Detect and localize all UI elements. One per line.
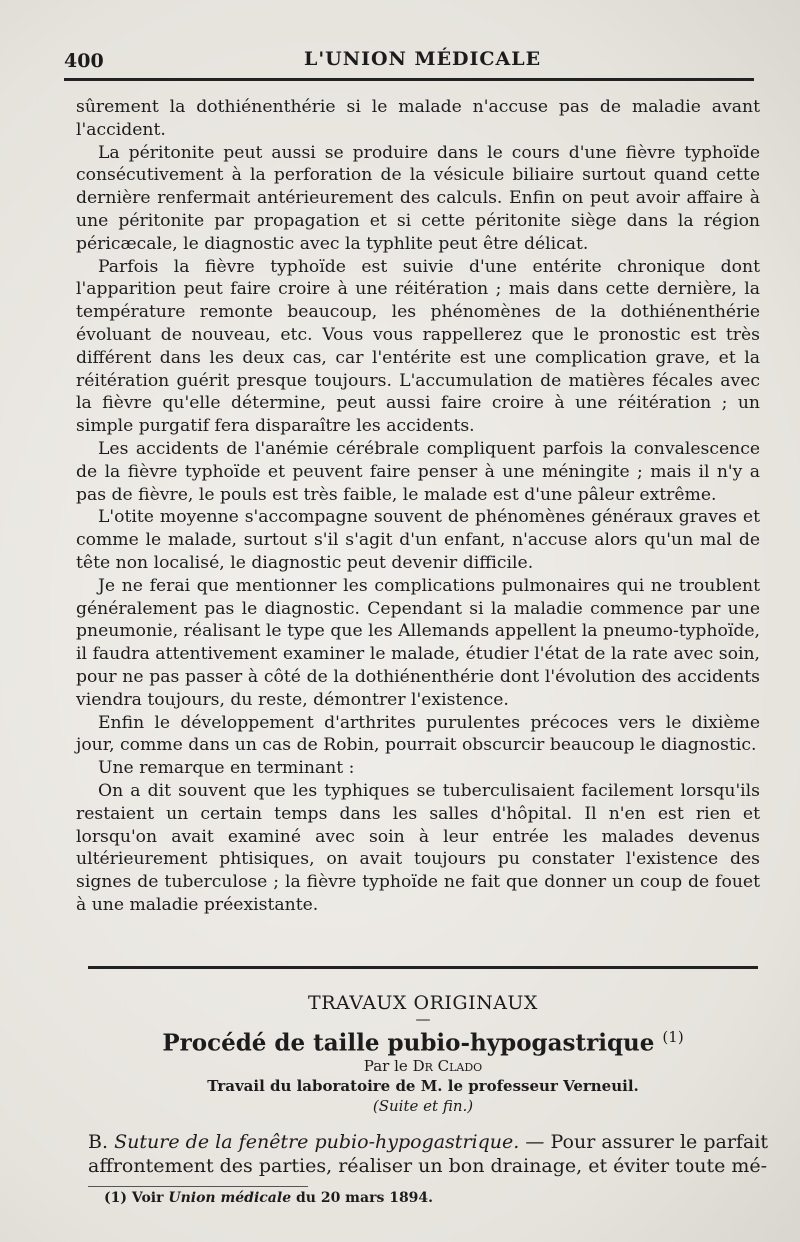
page-number: 400 <box>64 50 104 72</box>
author-name: Dr Clado <box>412 1056 483 1075</box>
continuation-note: (Suite et fin.) <box>372 1096 474 1115</box>
laboratory-line: Travail du laboratoire de M. le professeur Verneuil. <box>207 1076 639 1095</box>
paragraph: L'otite moyenne s'accompagne souvent de phénomènes généraux graves et comme le malade, surtout s'il s'agit d'un enfant, n'accuse alors qu'un mal de tête non localisé, le diagnostic peut devenir difficile. <box>76 507 760 573</box>
footnote <box>104 1190 433 1206</box>
subsection-text: — Pour assurer le parfait affrontement des parties, réaliser un bon drainage, et éviter toute mé- <box>88 1131 769 1177</box>
subsection-label: B. <box>88 1131 109 1153</box>
article-title-text: Procédé de taille pubio-hypogastrique <box>162 1029 655 1057</box>
header-rule <box>64 78 754 81</box>
paragraph: On a dit souvent que les typhiques se tuberculisaient facilement lorsqu'ils restaient un certain temps dans les salles d'hôpital. Il n'en est rien et lorsqu'on avait examiné avec soin à leur entrée les malades devenus ultérieurement phtisiques, on avait toujours pu constater l'existence des signes de tuberculose ; la fièvre typhoïde ne fait que donner un coup de fouet à une maladie préexistante. <box>76 780 760 915</box>
subsection-paragraph <box>88 1130 768 1178</box>
page-header <box>64 44 754 78</box>
paragraph: Enfin le développement d'arthrites purulentes précoces vers le dixième jour, comme dans un cas de Robin, pourrait obscurcir beaucoup le diagnostic. <box>76 712 760 756</box>
byline <box>88 1057 758 1075</box>
footnote-rule <box>88 1186 308 1187</box>
footnote-number: (1) <box>104 1190 127 1206</box>
section-heading: TRAVAUX ORIGINAUX <box>308 992 538 1014</box>
byline-prefix: Par le <box>363 1056 408 1075</box>
footnote-marker: (1) <box>662 1028 684 1046</box>
article-title <box>88 1028 758 1057</box>
body-text <box>76 96 760 917</box>
paragraph: sûrement la dothiénenthérie si le malade n'accuse pas de maladie avant l'accident. <box>76 97 760 140</box>
paragraph: Parfois la fièvre typhoïde est suivie d'une entérite chronique dont l'apparition peut faire croire à une réitération ; mais dans cette dernière, la température remonte beaucoup, les phénomènes de la dothiénenthérie évoluant de nouveau, etc. Vous vous rappellerez que le pronostic est très différent dans les deux cas, car l'entérite est une complication grave, et la réitération guérit presque toujours. L'accumulation de matières fécales avec la fièvre qu'elle détermine, peut aussi faire croire à une réitération ; un simple purgatif fera disparaître les accidents. <box>76 256 760 437</box>
paragraph: La péritonite peut aussi se produire dans le cours d'une fièvre typhoïde consécutivement à la perforation de la vésicule biliaire surtout quand cette dernière renfermait antérieurement des calculs. Enfin on peut avoir affaire à une péritonite par propagation et si cette péritonite siège dans la région péricæcale, le diagnostic avec la typhlite peut être délicat. <box>76 142 760 254</box>
section-header <box>88 992 758 1115</box>
subsection-title: Suture de la fenêtre pubio-hypogastrique. <box>114 1131 520 1153</box>
running-title: L'UNION MÉDICALE <box>304 48 542 70</box>
section-rule <box>88 966 758 969</box>
footnote-prefix: Voir <box>131 1190 164 1206</box>
paragraph: Une remarque en terminant : <box>98 758 355 779</box>
footnote-date: du 20 mars 1894. <box>295 1190 434 1206</box>
section-dash: — <box>415 1010 431 1028</box>
paragraph: Les accidents de l'anémie cérébrale compliquent parfois la convalescence de la fièvre typhoïde et peuvent faire penser à une méningite ; mais il n'y a pas de fièvre, le pouls est très faible, le malade est d'une pâleur extrême. <box>76 438 760 505</box>
footnote-journal: Union médicale <box>168 1190 292 1206</box>
paragraph: Je ne ferai que mentionner les complications pulmonaires qui ne troublent généralement pas le diagnostic. Cependant si la maladie commence par une pneumonie, réalisant le type que les Allemands appellent la pneumo-typhoïde, il faudra attentivement examiner le malade, étudier l'état de la rate avec soin, pour ne pas passer à côté de la dothiénenthérie dont l'évolution des accidents viendra toujours, du reste, démontrer l'existence. <box>76 575 760 710</box>
